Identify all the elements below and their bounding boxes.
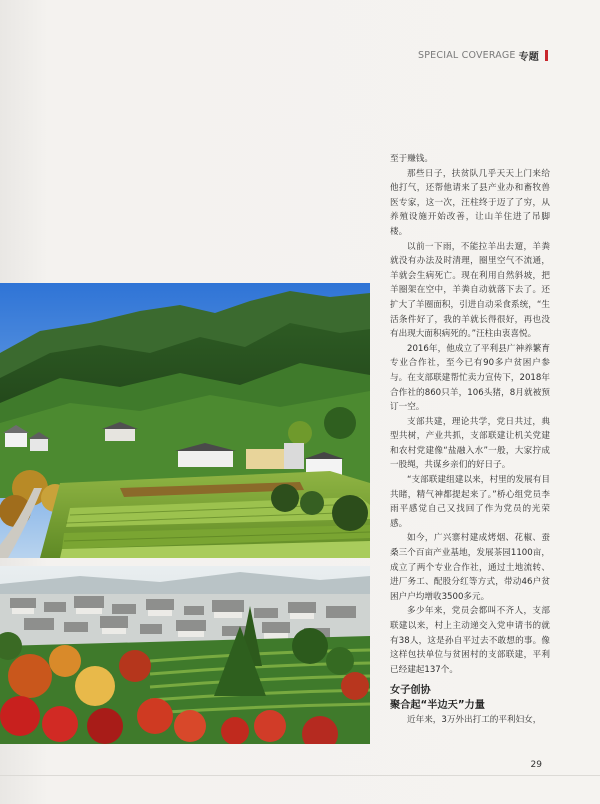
section-title: 女子创协 — [390, 685, 431, 697]
section-subtitle: 聚合起“半边天”力量 — [390, 700, 485, 712]
article-paragraph: 如今，广兴寨村建成烤烟、花椒、蚕桑三个百亩产业基地，发展茶园1100亩，成立了两个专业合作社，通过土地流转、进厂务工、配股分红等方式，带动46户贫困户户均增收3500多元。 — [390, 533, 550, 602]
page-bottom-rule — [0, 775, 600, 776]
tea-terrace-village-photo — [0, 566, 370, 744]
article-paragraph: 近年来，3万外出打工的平利妇女， — [407, 715, 542, 726]
article-paragraph: “支部联建组建以来，村里的发展有目共睹，精气神都提起来了。”桥心组党员李雨平感觉自己又找回了作为党员的光荣感。 — [390, 475, 550, 529]
header-accent-bar — [545, 50, 548, 61]
header-tag: 专题 — [518, 52, 539, 63]
page-number: 29 — [530, 760, 542, 770]
village-landscape-photo — [0, 283, 370, 558]
article-paragraph: 多少年来，党员会都叫不齐人，支部联建以来，村上主动递交入党申请书的就有38人，这是孙自平过去不敢想的事。像这样包扶单位与贫困村的支部联建，平利已经建起137个。 — [390, 606, 550, 675]
article-paragraph: 2016年，他成立了平利县广神养繁育专业合作社，至今已有90多户贫困户参与。在支部联建帮忙卖力宣传下，2018年合作社的860只羊，106头猪，8月就被预订一空。 — [390, 343, 550, 413]
article-paragraph: 支部共建，理论共学，党日共过，典型共树，产业共抓，支部联建让机关党建和农村党建像“盐融入水”一般，大家拧成一股绳，共谋乡亲们的好日子。 — [390, 416, 550, 471]
section-header — [418, 48, 548, 63]
header-label: SPECIAL COVERAGE — [418, 50, 516, 61]
article-paragraph: 那些日子，扶贫队几乎天天上门来给他打气，还帮他请来了县产业办和畜牧兽医专家，这一次，汪柱终于迈了了穷，从养殖设施开始改善，让山羊住进了吊脚楼。 — [390, 168, 550, 237]
article-column — [390, 152, 550, 728]
article-paragraph: 以前一下雨，不能拉羊出去遛，羊粪就没有办法及时清理，圈里空气不流通，羊就会生病死亡。现在利用自然斜坡，把羊圈架在空中，羊粪自动就落下去了。还扩大了羊圈面积，引进自动采食系统，“生活条件好了，我的羊就长得很好，再也没有出现大面积病死的。”汪柱由衷喜悦。 — [390, 241, 550, 340]
article-paragraph: 至于赚钱。 — [390, 154, 433, 164]
